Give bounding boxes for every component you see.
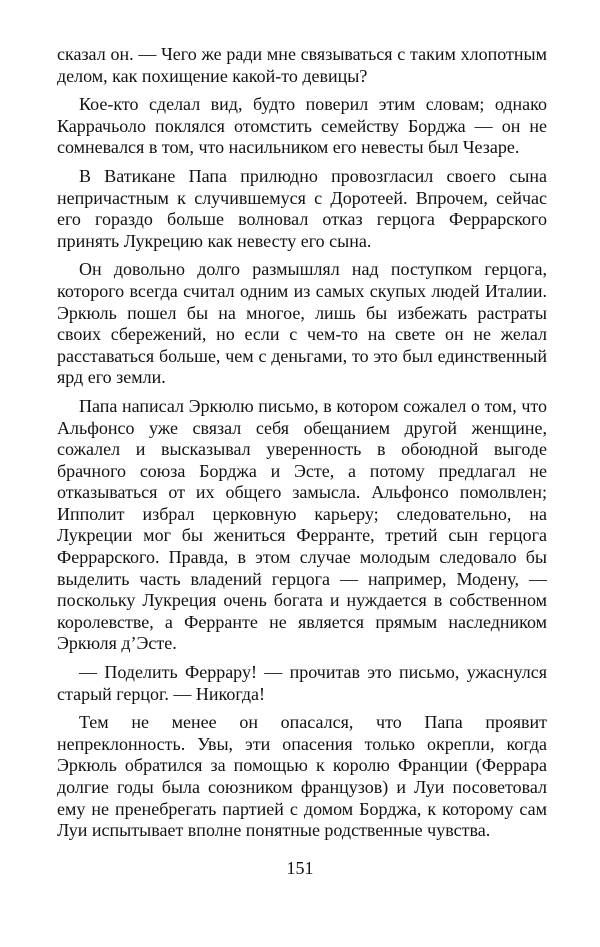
page-number: 151	[286, 858, 314, 878]
paragraph-7: Тем не менее он опасался, что Папа проявит непреклонность. Увы, эти опасения только окрепли, когда Эркюль обратился за помощью к королю Франции (Феррара долгие годы была союзником французов) и Луи посоветовал ему не пренебрегать партией с домом Борджа, к которому сам Луи испытывает вполне понятные родственные чувства.	[57, 712, 547, 841]
paragraph-2: Кое-кто сделал вид, будто поверил этим словам; однако Каррачьоло поклялся отомстить семейству Борджа — он не сомневался в том, что насильником его невесты был Чезаре.	[57, 94, 547, 158]
paragraph-3: В Ватикане Папа прилюдно провозгласил своего сына непричастным к случившемуся с Доротеей. Впрочем, сейчас его гораздо больше волновал отказ герцога Феррарского принять Лукрецию как невесту его сына.	[57, 165, 547, 251]
paragraph-5: Папа написал Эркюлю письмо, в котором сожалел о том, что Альфонсо уже связал себя обещанием другой женщине, сожалел и высказывал уверенность в обоюдной выгоде брачного союза Борджа и Эсте, а потому предлагал не отказываться от их общего замысла. Альфонсо помолвлен; Ипполит избрал церковную карьеру; следовательно, на Лукреции мог бы жениться Ферранте, третий сын герцога Феррарского. Правда, в этом случае молодым следовало бы выделить часть владений герцога — например, Модену, — поскольку Лукреция очень богата и нуждается в собственном королевстве, а Ферранте не является прямым наследником Эркюля д’Эсте.	[57, 395, 547, 654]
paragraph-4: Он довольно долго размышлял над поступком герцога, которого всегда считал одним из самых скупых людей Италии. Эркюль пошел бы на многое, лишь бы избежать растраты своих сбережений, но если с чем-то на свете он не желал расставаться больше, чем с деньгами, то это был единственный ярд его земли.	[57, 259, 547, 388]
paragraph-6: — Поделить Феррару! — прочитав это письмо, ужаснулся старый герцог. — Никогда!	[57, 662, 547, 704]
page-text	[57, 44, 547, 849]
paragraph-1: сказал он. — Чего же ради мне связываться с таким хлопотным делом, как похищение какой-то девицы?	[57, 44, 547, 86]
